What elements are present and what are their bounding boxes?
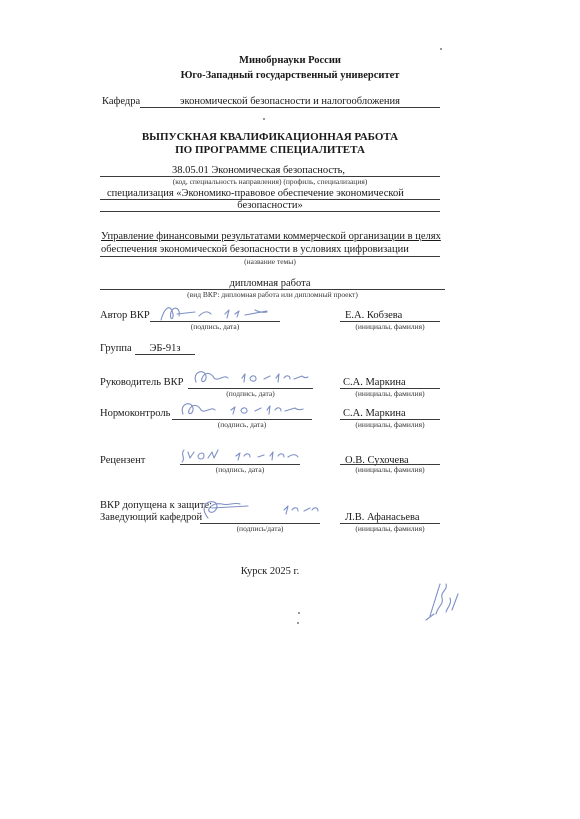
ministry-name: Минобрнауки России [239,55,341,66]
group-value: ЭБ-91з [149,343,181,354]
specialization-underline2 [100,211,440,212]
group-label: Группа [100,343,132,354]
work-type-value: дипломная работа [229,278,311,289]
specialty-caption: (код, специальность направления) (профиль, специализация) [172,177,368,186]
reviewer-signature-caption: (подпись, дата) [215,465,265,474]
admission-line1: ВКР допущена к защите: [100,500,212,511]
department-value: экономической безопасности и налогообложения [180,96,400,107]
head-name: Л.В. Афанасьева [345,512,420,523]
supervisor-name: С.А. Маркина [343,377,406,388]
topic-caption: (название темы) [244,257,296,266]
document-title-line2: ПО ПРОГРАММЕ СПЕЦИАЛИТЕТА [175,144,365,156]
specialty-value: 38.05.01 Экономическая безопасность, [172,165,346,176]
specialization-line1: специализация «Экономико-правовое обеспечение экономической [107,188,404,199]
handwritten-note-icon [418,576,468,626]
head-signature-icon [198,496,323,524]
head-signature-caption: (подпись/дата) [236,524,284,533]
normocontrol-signature-caption: (подпись, дата) [217,420,267,429]
head-of-department-label: Заведующий кафедрой [100,512,203,523]
group-underline [135,354,195,355]
normocontrol-label: Нормоконтроль [100,408,171,419]
author-label: Автор ВКР [100,310,150,321]
department-underline [140,107,440,108]
reviewer-signature-icon [178,444,303,466]
scan-speck [440,48,442,50]
city-year: Курск 2025 г. [240,566,300,577]
department-label: Кафедра [102,96,141,107]
supervisor-signature-caption: (подпись, дата) [226,389,275,398]
supervisor-signature-icon [190,366,315,390]
specialization-line2: безопасности» [237,200,303,211]
reviewer-label: Рецензент [100,455,146,466]
author-signature-caption: (подпись, дата) [190,322,240,331]
normocontrol-name-caption: (инициалы, фамилия) [355,420,425,429]
author-name-caption: (инициалы, фамилия) [355,322,425,331]
author-signature-icon [155,302,285,324]
supervisor-name-caption: (инициалы, фамилия) [355,389,425,398]
scan-speck [297,622,299,624]
normocontrol-name: С.А. Маркина [343,408,406,419]
reviewer-name: О.В. Сухочева [345,455,409,466]
supervisor-label: Руководитель ВКР [100,377,184,388]
document-title-line1: ВЫПУСКНАЯ КВАЛИФИКАЦИОННАЯ РАБОТА [141,131,399,143]
topic-line2: обеспечения экономической безопасности в условиях цифровизации [101,244,409,255]
scan-speck [263,118,265,120]
scan-speck [298,612,300,614]
reviewer-name-caption: (инициалы, фамилия) [355,465,425,474]
university-name: Юго-Западный государственный университет [180,70,400,81]
topic-line1: Управление финансовыми результатами коммерческой организации в целях [101,231,441,242]
head-name-caption: (инициалы, фамилия) [355,524,425,533]
work-type-caption: (вид ВКР: дипломная работа или дипломный проект) [187,290,358,299]
normocontrol-signature-icon [175,398,315,422]
author-name: Е.А. Кобзева [345,310,403,321]
